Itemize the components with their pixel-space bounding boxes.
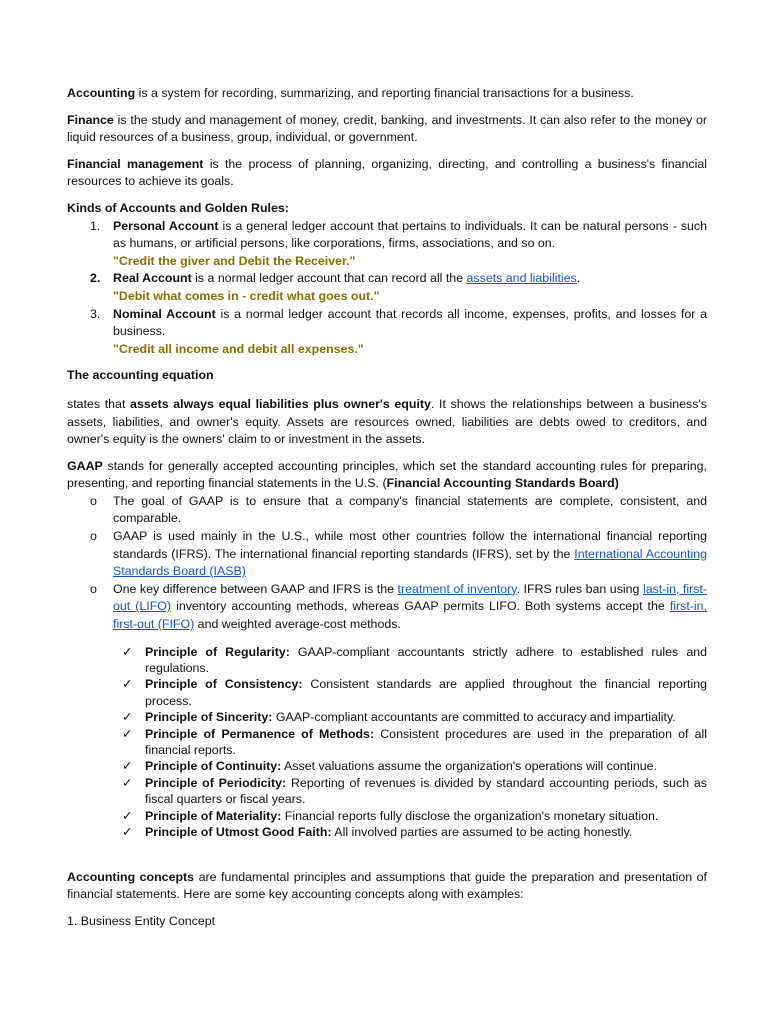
- account-term: Nominal Account: [113, 306, 216, 321]
- principle-text: Asset valuations assume the organization's operations will continue.: [281, 759, 657, 774]
- treatment-of-inventory-link[interactable]: treatment of inventory: [397, 581, 517, 596]
- principle-text: All involved parties are assumed to be acting honestly.: [331, 825, 633, 840]
- principle-item: [67, 709, 707, 725]
- principle-item: [67, 758, 707, 774]
- accounting-def-text: is a system for recording, summarizing, and reporting financial transactions for a business.: [135, 86, 634, 100]
- gaap-paragraph: [67, 458, 707, 493]
- principle-text: Financial reports fully disclose the organization's monetary situation.: [281, 808, 659, 823]
- list-number: 2.: [90, 271, 101, 286]
- bullet-text: GAAP is used mainly in the U.S., while most other countries follow the international financial reporting standards (IFRS). The international financial reporting standards (IFRS), set by the: [113, 529, 707, 561]
- list-number: 1.: [90, 218, 101, 233]
- bullet-icon: o: [90, 493, 97, 508]
- kinds-heading: [67, 200, 707, 218]
- finance-def-text: is the study and management of money, credit, banking, and investments. It can also refer to the money or liquid resources of a business, group, individual, or government.: [67, 112, 707, 145]
- principle-term: Principle of Periodicity:: [145, 775, 287, 790]
- accounting-term: Accounting: [67, 86, 136, 100]
- list-item-real-account: [67, 270, 707, 305]
- principle-term: Principle of Utmost Good Faith:: [145, 825, 332, 840]
- principle-item: [67, 644, 707, 677]
- bullet-text: One key difference between GAAP and IFRS is the: [113, 581, 398, 596]
- fifo-link[interactable]: first-in, first-out (FIFO): [113, 599, 707, 632]
- gaap-term: GAAP: [67, 458, 103, 473]
- list-item: [67, 581, 707, 634]
- list-item: [67, 493, 707, 528]
- gaap-bullets: [67, 493, 707, 634]
- principle-text: Consistent standards are applied throughout the financial reporting process.: [145, 677, 708, 708]
- kinds-list: [67, 218, 707, 359]
- kinds-heading-text: Kinds of Accounts and Golden Rules:: [67, 200, 289, 215]
- finance-definition: [67, 112, 707, 147]
- concepts-paragraph: [67, 869, 707, 904]
- account-term: Real Account: [113, 271, 192, 286]
- principle-item: [67, 808, 707, 824]
- principle-text: Consistent procedures are used in the preparation of all financial reports.: [145, 726, 707, 758]
- account-text: is a normal ledger account that can record all the: [191, 271, 467, 286]
- principle-text: Reporting of revenues is divided by standard accounting periods, such as fiscal quarters or fiscal years.: [145, 775, 707, 807]
- principles-list: [67, 644, 707, 841]
- accounting-definition: [67, 85, 707, 103]
- checkmark-icon: ✓: [122, 644, 133, 659]
- business-entity-concept-heading: 1. Business Entity Concept: [67, 913, 216, 928]
- principle-term: Principle of Continuity:: [145, 759, 282, 774]
- account-text-after: .: [576, 271, 581, 286]
- bullet-text: and weighted average-cost methods.: [194, 617, 401, 632]
- principle-item: [67, 726, 707, 759]
- concepts-term: Accounting concepts: [67, 869, 195, 884]
- checkmark-icon: ✓: [122, 710, 133, 725]
- finance-term: Finance: [67, 112, 114, 127]
- checkmark-icon: ✓: [122, 808, 133, 823]
- equation-post: . It shows the relationships between a business's assets, liabilities, and owner's equity. Assets are resources owned, liabilities are debts owed to creditors, and owner's equity is the owners' claim to or investment in the assets.: [67, 396, 707, 447]
- account-term: Personal Account: [113, 218, 219, 233]
- principle-item: [67, 676, 707, 709]
- checkmark-icon: ✓: [122, 775, 133, 790]
- bullet-text: The goal of GAAP is to ensure that a company's financial statements are complete, consistent, and comparable.: [113, 493, 707, 526]
- principle-term: Principle of Consistency:: [145, 677, 303, 692]
- equation-pre: states that: [67, 396, 131, 411]
- list-number: 3.: [90, 306, 101, 321]
- financial-management-definition: [67, 156, 707, 191]
- list-item-nominal-account: [67, 306, 707, 359]
- account-text: is a general ledger account that pertains to individuals. It can be natural persons - such as humans, or artificial persons, like corporations, firms, associations, and so on.: [113, 218, 708, 251]
- document-body: [67, 85, 707, 930]
- principle-term: Principle of Materiality:: [145, 808, 282, 823]
- principle-term: Principle of Sincerity:: [145, 710, 273, 725]
- golden-rule: "Credit all income and debit all expenses.": [113, 341, 364, 356]
- account-text: is a normal ledger account that records all income, expenses, profits, and losses for a business.: [113, 306, 707, 339]
- principle-term: Principle of Permanence of Methods:: [145, 726, 375, 741]
- checkmark-icon: ✓: [122, 726, 133, 741]
- concepts-text: are fundamental principles and assumptions that guide the preparation and presentation of financial statements. Here are some key accounting concepts along with examples:: [67, 869, 707, 902]
- list-item: [67, 528, 707, 581]
- golden-rule: "Credit the giver and Debit the Receiver.": [113, 253, 356, 268]
- equation-bold: assets always equal liabilities plus owner's equity: [130, 396, 431, 411]
- equation-paragraph: [67, 396, 707, 449]
- list-item-personal-account: [67, 218, 707, 271]
- bullet-text: inventory accounting methods, whereas GAAP permits LIFO. Both systems accept the: [171, 599, 670, 614]
- equation-heading: [67, 367, 707, 385]
- iasb-link[interactable]: International Accounting Standards Board (IASB): [113, 546, 708, 579]
- bullet-text: . IFRS rules ban using: [516, 581, 643, 596]
- principle-item: [67, 775, 707, 808]
- golden-rule: "Debit what comes in - credit what goes out.": [113, 288, 380, 303]
- fm-term: Financial management: [67, 156, 204, 171]
- checkmark-icon: ✓: [122, 759, 133, 774]
- principle-text: GAAP-compliant accountants are committed to accuracy and impartiality.: [272, 710, 676, 725]
- equation-heading-text: The accounting equation: [67, 368, 214, 383]
- assets-liabilities-link[interactable]: assets and liabilities: [466, 271, 577, 286]
- principle-term: Principle of Regularity:: [145, 644, 290, 659]
- checkmark-icon: ✓: [122, 677, 133, 692]
- principle-item: [67, 824, 707, 840]
- fm-def-text: is the process of planning, organizing, directing, and controlling a business's financial resources to achieve its goals.: [67, 156, 707, 189]
- bullet-icon: o: [90, 581, 97, 596]
- checkmark-icon: ✓: [122, 825, 133, 840]
- principle-text: GAAP-compliant accountants strictly adhere to established rules and regulations.: [145, 644, 707, 676]
- lifo-link[interactable]: last-in, first-out (LIFO): [113, 581, 708, 614]
- bullet-icon: o: [90, 529, 97, 544]
- gaap-text: stands for generally accepted accounting principles, which set the standard accounting rules for preparing, presenting, and reporting financial statements in the U.S. (: [67, 458, 707, 491]
- fasb-text: Financial Accounting Standards Board): [386, 476, 619, 491]
